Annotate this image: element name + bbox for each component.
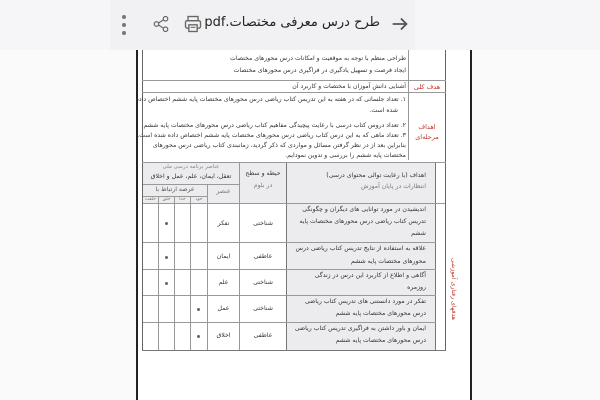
- row-1-goal-line-3: ششم: [411, 230, 426, 237]
- row-2-mark: [165, 256, 168, 259]
- row-divider: [143, 322, 436, 323]
- row-1-mark: [165, 222, 168, 225]
- header-elements-line2: تعقل، ایمان، علم، عمل و اخلاق: [150, 173, 232, 180]
- header-goals-line2: انتظارات در پایان آموزش: [361, 183, 426, 190]
- intro-line-2: ایجاد فرصت و تسهیل یادگیری در فراگیری درس محورهای مختصات: [233, 67, 406, 74]
- header-divider: [143, 184, 239, 185]
- relation-col-khelghat: خلقت: [145, 197, 156, 202]
- stage-goal-line-3: ۲. تعداد دروس کتاب درسی با رعایت پیچیدگی مفاهیم کتاب ریاضی درس محورهای مختصات پایه ششم.: [141, 122, 406, 129]
- row-3-mark: [165, 282, 168, 285]
- relation-col-divider: [158, 196, 159, 350]
- row-divider: [143, 295, 436, 296]
- table-border-right-lower: [445, 160, 446, 350]
- row-2-domain: عاطفی: [253, 253, 273, 260]
- row-5-goal-line-1: ایمان و باور داشتن به فراگیری تدریس کتاب ریاضی: [294, 325, 426, 332]
- row-1-element: تفکر: [217, 220, 230, 227]
- arrow-right-icon[interactable]: [389, 13, 411, 35]
- row-5-element: اخلاق: [216, 332, 231, 339]
- stage-goals-label-line1: اهداف: [418, 123, 436, 131]
- row-3-goal-line-1: آگاهی و اطلاع از کاربرد این درس در زندگی: [314, 272, 426, 279]
- header-elements-line1: عناصر برنامه درسی ملی: [162, 164, 220, 170]
- pdf-page: [136, 50, 472, 400]
- share-icon[interactable]: [152, 15, 170, 33]
- row-3-element: علم: [218, 279, 229, 286]
- relation-col-khod: خود: [195, 197, 203, 202]
- header-domain-line1: حیطه و سطح: [245, 170, 281, 177]
- intro-line-1: طراحی منظم با توجه به موقعیت و امکانات درس محورهای مختصات: [230, 55, 406, 62]
- row-2-goal-line-2: محورهای مختصات پایه ششم: [350, 258, 426, 265]
- row-2-element: ایمان: [216, 253, 231, 260]
- app-toolbar: [0, 0, 600, 50]
- printer-icon[interactable]: [183, 14, 203, 34]
- stage-goals-label-line2: مرحله‌ای: [415, 133, 439, 141]
- row-4-domain: شناختی: [253, 305, 273, 312]
- relation-col-divider: [174, 196, 175, 350]
- header-bottom: [143, 203, 445, 204]
- stage-goal-line-2: شده است.: [369, 107, 398, 114]
- row-1-goal-line-1: اندیشیدن در مورد توانایی های دیگران و چگونگی: [302, 206, 426, 213]
- row-4-element: عمل: [217, 305, 230, 312]
- row-5-domain: عاطفی: [253, 332, 273, 339]
- header-domain-line2: در بلوم: [253, 182, 273, 189]
- element-column-left: [207, 184, 208, 350]
- row-divider: [142, 92, 446, 93]
- row-3-goal-line-2: روزمره: [407, 284, 426, 291]
- stage-goal-line-5: بنابراین بعد از در نظر گرفتن مسائل و مواردی که ذکر گردید، زمانبندی کتاب ریاضی درس محورهای: [152, 142, 406, 149]
- table-bottom: [142, 350, 446, 351]
- document-title: طرح درس معرفی مختصات.pdf: [204, 15, 380, 30]
- header-goals-line1: اهداف (با رعایت توالی محتوای درسی): [326, 172, 426, 179]
- row-4-mark: [197, 308, 200, 311]
- general-goal-label: هدف کلی: [413, 83, 441, 91]
- stage-goal-line-1: ۱. تعداد جلساتی که در هفته به این تدریس کتاب ریاضی درس محورهای مختصات پایه ششم اختصاص داده: [135, 96, 406, 103]
- row-1-domain: شناختی: [253, 220, 273, 227]
- more-vertical-icon[interactable]: [119, 14, 129, 36]
- row-3-domain: شناختی: [253, 279, 273, 286]
- row-divider: [142, 80, 446, 81]
- stage-goal-line-6: مختصات پایه ششم را بررسی و تدوین نمودایم.: [285, 152, 406, 159]
- row-divider: [143, 242, 436, 243]
- general-goal-text: آشنایی دانش آموزان با مختصات و کاربرد آن: [292, 83, 406, 90]
- behavioral-goals-label: هدفهای رفتاری آموزشی: [450, 257, 457, 320]
- row-4-goal-line-2: درس محورهای مختصات پایه ششم: [335, 310, 426, 317]
- header-relation: عرصه ارتباط با: [155, 186, 195, 193]
- label-column-divider: [408, 50, 409, 160]
- row-5-mark: [197, 335, 200, 338]
- table-border-right: [445, 50, 446, 160]
- row-2-goal-line-1: علاقه به استفاده از نتایج تدریس کتاب ریاضی درس: [295, 245, 426, 252]
- row-4-goal-line-1: تفکر در مورد دانستنی های تدریس کتاب ریاضی: [304, 298, 426, 305]
- header-element: عنصر: [216, 188, 231, 195]
- relation-col-khalgh: خلق: [162, 197, 171, 202]
- relation-col-divider: [190, 196, 191, 350]
- relation-col-khoda: خدا: [179, 197, 186, 202]
- row-5-goal-line-2: درس محورهای مختصات پایه ششم: [335, 337, 426, 344]
- stage-goal-line-4: ۳. تعداد ماهی که به این درس کتاب ریاضی درس محورهای مختصات پایه ششم اختصاص داده شده است.: [137, 132, 406, 139]
- row-1-goal-line-2: تدریس کتاب ریاضی درس محورهای مختصات پایه: [299, 218, 426, 225]
- row-divider: [143, 269, 436, 270]
